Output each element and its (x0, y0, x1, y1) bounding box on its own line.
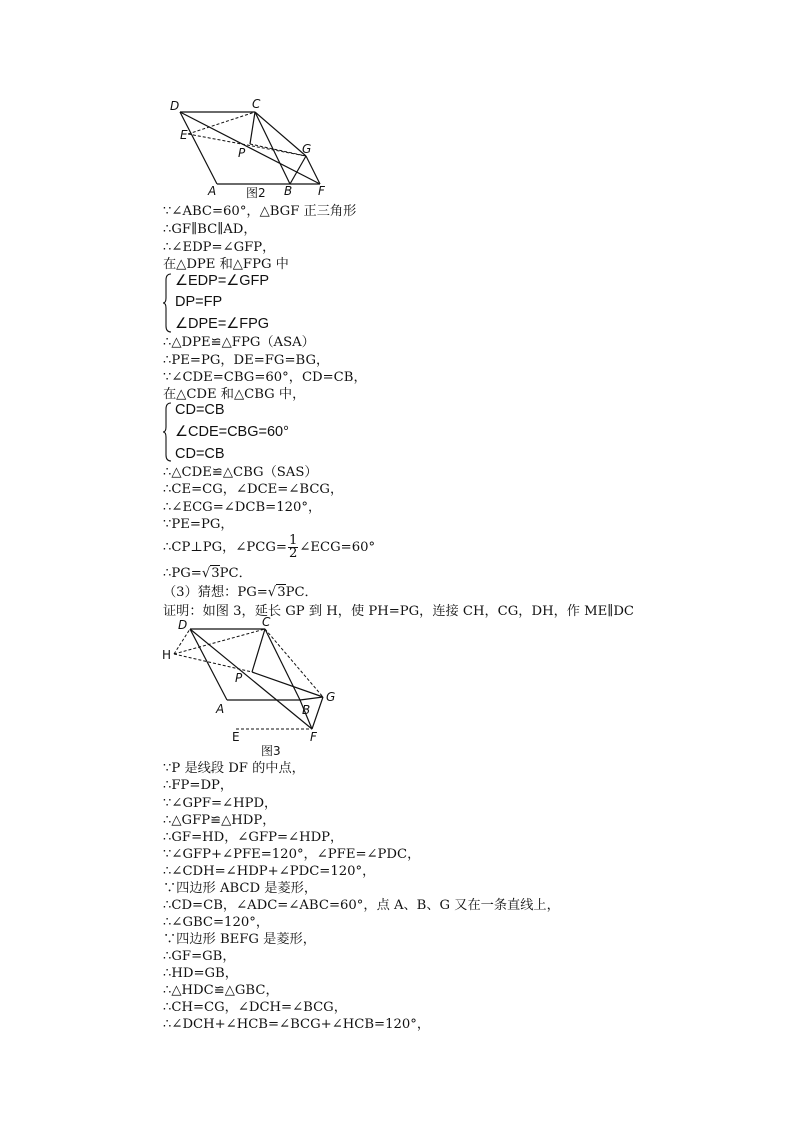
p2-line-11: ∴∠ECG=∠DCB=120°， (163, 500, 322, 515)
label-A: A (208, 184, 217, 198)
p3-line-9: ∴CD=CB，∠ADC=∠ABC=60°，点 A、B、G 又在一条直线上， (163, 898, 560, 913)
p3-line-16: ∴∠DCH+∠HCB=∠BCG+∠HCB=120°， (163, 1017, 431, 1032)
p2-line-3: ∴∠EDP=∠GFP， (163, 240, 276, 255)
figure-2-caption: 图2 (246, 186, 266, 200)
label-G: G (326, 690, 336, 704)
figure-2 (160, 96, 350, 201)
p2-line-14-end: PC． (219, 566, 252, 581)
p3-line-2: ∴FP=DP， (163, 778, 234, 793)
sqrt-sign: √ (201, 566, 211, 581)
sqrt-sign-2: √ (267, 585, 277, 600)
p3-conjecture-end: PC． (285, 585, 318, 600)
label-D: D (170, 99, 180, 113)
p2-line-13-start: ∴CP⊥PG，∠PCG= (163, 540, 287, 555)
figure-3-diagram (160, 617, 360, 759)
label-P: P (235, 671, 243, 685)
p2-line-14 (163, 565, 252, 582)
p2-line-13-end: ∠ECG=60° (299, 540, 376, 555)
equation-system-2 (163, 401, 333, 463)
p2-line-1: ∵∠ABC=60°，△BGF 正三角形 (163, 204, 357, 219)
system-1-row-2: DP=FP (175, 294, 223, 310)
label-F: F (310, 730, 317, 744)
p3-conjecture-start: （3）猜想：PG= (163, 585, 268, 600)
p2-line-14-start: ∴PG= (163, 566, 202, 581)
p2-line-6: ∴PE=PG，DE=FG=BG， (163, 353, 330, 368)
p2-line-10: ∴CE=CG，∠DCE=∠BCG， (163, 482, 344, 497)
sqrt-radicand-2: 3 (277, 585, 286, 600)
p2-line-2: ∴GF∥BC∥AD， (163, 222, 257, 237)
label-G: G (302, 142, 312, 156)
p3-line-4: ∴△GFP≌△HDP， (163, 813, 276, 828)
label-H: H (162, 648, 172, 662)
fraction-denominator: 2 (288, 546, 298, 561)
p3-line-15: ∴CH=CG，∠DCH=∠BCG， (163, 1000, 347, 1015)
label-A: A (216, 702, 225, 716)
brace-2 (163, 401, 173, 463)
p2-line-13 (163, 535, 375, 561)
p3-line-1: ∵P 是线段 DF 的中点， (163, 761, 305, 776)
p2-line-8: 在△CDE 和△CBG 中， (163, 387, 306, 402)
brace-1 (163, 272, 173, 334)
system-2-row-2: ∠CDE=CBG=60° (175, 424, 289, 440)
p3-proof-intro: 证明：如图 3，延长 GP 到 H，使 PH=PG，连接 CH，CG，DH，作 ME∥DC (163, 604, 635, 619)
p3-line-6: ∵∠GFP+∠PFE=120°，∠PFE=∠PDC， (163, 847, 421, 862)
label-P: P (238, 146, 246, 160)
label-F: F (318, 184, 325, 198)
system-2-row-1: CD=CB (175, 402, 225, 418)
label-D: D (178, 618, 188, 632)
p3-line-7: ∴∠CDH=∠HDP+∠PDC=120°， (163, 864, 376, 879)
figure-2-diagram (160, 96, 350, 201)
p3-line-5: ∴GF=HD，∠GFP=∠HDP， (163, 830, 344, 845)
p3-line-10: ∴∠GBC=120°， (163, 915, 270, 930)
sqrt-radicand: 3 (211, 566, 220, 581)
p2-line-12: ∵PE=PG， (163, 517, 234, 532)
fraction-one-half (288, 535, 298, 560)
equation-system-1 (163, 272, 323, 334)
system-2-row-3: CD=CB (175, 446, 225, 462)
p3-line-14: ∴△HDC≌△GBC， (163, 983, 279, 998)
figure-3-caption: 图3 (261, 744, 281, 758)
p3-line-3: ∵∠GPF=∠HPD， (163, 796, 278, 811)
label-B: B (302, 703, 311, 717)
p3-line-12: ∴GF=GB， (163, 949, 236, 964)
p2-line-5: ∴△DPE≌△FPG（ASA） (163, 335, 315, 350)
p2-line-7: ∵∠CDE=CBG=60°，CD=CB， (163, 370, 367, 385)
p2-line-4: 在△DPE 和△FPG 中 (163, 257, 289, 272)
p3-line-11: ∵四边形 BEFG 是菱形， (163, 932, 316, 947)
label-E: E (180, 128, 188, 142)
p3-line-8: ∵四边形 ABCD 是菱形， (163, 881, 318, 896)
fraction-numerator: 1 (288, 533, 298, 548)
system-1-row-3: ∠DPE=∠FPG (175, 316, 270, 332)
p3-conjecture (163, 584, 318, 601)
figure-3 (160, 617, 360, 759)
label-C: C (252, 97, 261, 111)
system-1-row-1: ∠EDP=∠GFP (175, 273, 270, 289)
label-B: B (284, 184, 293, 198)
p2-line-9: ∴△CDE≌△CBG（SAS） (163, 465, 318, 480)
label-C: C (262, 615, 271, 629)
p3-line-13: ∴HD=GB， (163, 966, 238, 981)
label-E: E (232, 730, 240, 744)
